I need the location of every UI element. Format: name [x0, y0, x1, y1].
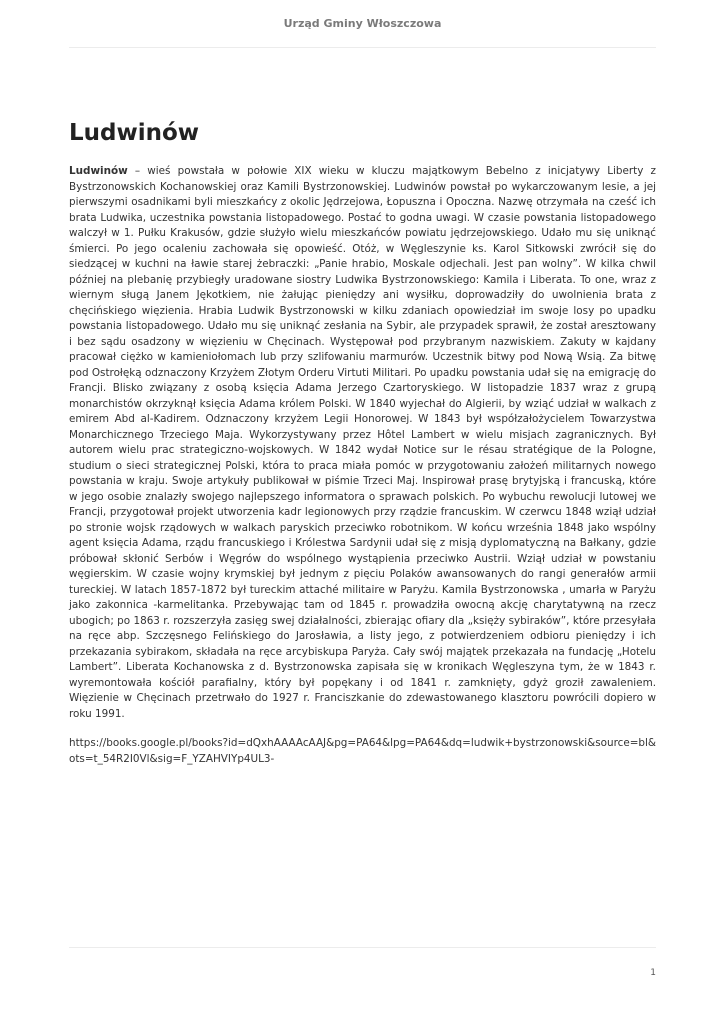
source-link[interactable]: https://books.google.pl/books?id=dQxhAAAAcAAJ&pg=PA64&lpg=PA64&dq=ludwik+bystrzonowski&source=bl&ots=t_54R2I0Vl&sig=F_YZAHVIYp4UL3-: [69, 737, 657, 765]
source-paragraph: [69, 736, 656, 767]
article-paragraph: [69, 164, 656, 722]
article-text: – wieś powstała w połowie XIX wieku w kluczu majątkowym Bebelno z inicjatywy Liberty z Bystrzonowskich Kochanowskiej oraz Kamili Bystrzonowskiej. Ludwinów powstał po wykarczowanym lesie, a jej pierwszymi osadnikami byli mieszkańcy z okolic Jędrzejowa, Łopuszna i Opoczna. Nazwę otrzymała na cześć ich brata Ludwika, uczestnika powstania listopadowego. Postać to godna uwagi. W czasie powstania listopadowego walczył w 1. Pułku Krakusów, gdzie służyło wielu mieszkańców powiatu jędrzejowskiego. Udało mu się uniknąć śmierci. Po jego ocaleniu zachowała się opowieść. Otóż, w Węgleszynie ks. Karol Sitkowski zwrócił się do siedzącej w kuchni na ławie starej żebraczki: „Panie hrabio, Moskale odjechali. Jest pan wolny”. W kilka chwil później na plebanię przybiegły uradowane siostry Ludwika Bystrzonowskiego: Kamila i Liberata. To one, wraz z wiernym sługą Janem Jękotkiem, nie żałując pieniędzy ani wysiłku, doprowadziły do uwolnienia brata z chęcińskiego więzienia. Hrabia Ludwik Bystrzonowski w kilku zdaniach opowiedział im swoje losy po upadku powstania listopadowego. Udało mu się uniknąć zesłania na Sybir, ale przypadek sprawił, że został aresztowany i bez sądu osadzony w więzieniu w Chęcinach. Występował pod przybranym nazwiskiem. Zakuty w kajdany pracował ciężko w kamieniołomach lub przy szlifowaniu marmurów. Uczestnik bitwy pod Nową Wsią. Za bitwę pod Ostrołęką odznaczony Krzyżem Złotym Orderu Virtuti Militari. Po upadku powstania udał się na emigrację do Francji. Blisko związany z osobą księcia Adama Jerzego Czartoryskiego. W listopadzie 1837 wraz z grupą monarchistów okrzyknął księcia Adama królem Polski. W 1840 wyjechał do Algierii, by wziąć udział w walkach z emirem Abd al-Kadirem. Odznaczony krzyżem Legii Honorowej. W 1843 był współzałożycielem Towarzystwa Monarchicznego Trzeciego Maja. Wykorzystywany przez Hôtel Lambert w wielu misjach zagranicznych. Był autorem wielu prac strategiczno-wojskowych. W 1842 wydał Notice sur le résau stratégique de la Pologne, studium o sieci strategicznej Polski, która to praca miała pomóc w przygotowaniu założeń militarnych nowego powstania w kraju. Swoje artykuły publikował w piśmie Trzeci Maj. Inspirował prasę brytyjską i francuską, które w jego osobie znalazły swojego najlepszego informatora o sprawach polskich. Po wybuchu rewolucji lutowej we Francji, przygotował projekt utworzenia kadr legionowych przy rządzie francuskim. W czerwcu 1848 wziął udział po stronie wojsk rządowych w walkach paryskich przeciwko robotnikom. W końcu września 1848 jako wspólny agent księcia Adama, rządu francuskiego i Królestwa Sardynii udał się z misją dyplomatyczną na Bałkany, gdzie próbował skłonić Serbów i Węgrów do wspólnego wystąpienia przeciwko Austrii. Wziął udział w powstaniu węgierskim. W czasie wojny krymskiej był jednym z pięciu Polaków awansowanych do rangi generałów armii tureckiej. W latach 1857-1872 był tureckim attaché militaire w Paryżu. Kamila Bystrzonowska , umarła w Paryżu jako zakonnica -karmelitanka. Przebywając tam od 1845 r. prowadziła owocną akcję charytatywną na rzecz ubogich; po 1863 r. rozszerzyła zasięg swej działalności, zbierając ofiary dla „księży sybiraków”, które przesyłała na ręce abp. Szczęsnego Felińskiego do Jarosławia, a listy jego, z potwierdzeniem odbioru pieniędzy i ich przekazania sybirakom, składała na ręce arcybiskupa Paryża. Cały swój majątek przekazała na fundację „Hotelu Lambert”. Liberata Kochanowska z d. Bystrzonowska zapisała się w kronikach Węgleszyna tym, że w 1843 r. wyremontowała kościół parafialny, który był popękany i od 1841 r. zamknięty, gdyż groził zawaleniem. Więzienie w Chęcinach przetrwało do 1927 r. Franciszkanie do zdewastowanego klasztoru powrócili dopiero w roku 1991.: [69, 165, 656, 720]
page-title: Ludwinów: [69, 120, 200, 146]
page-number: 1: [650, 968, 656, 978]
header-divider: [69, 47, 656, 48]
article-body: [69, 164, 656, 781]
site-name-header: Urząd Gminy Włoszczowa: [283, 17, 442, 30]
footer-divider: [69, 947, 656, 948]
article-lead-word: Ludwinów: [69, 165, 128, 177]
